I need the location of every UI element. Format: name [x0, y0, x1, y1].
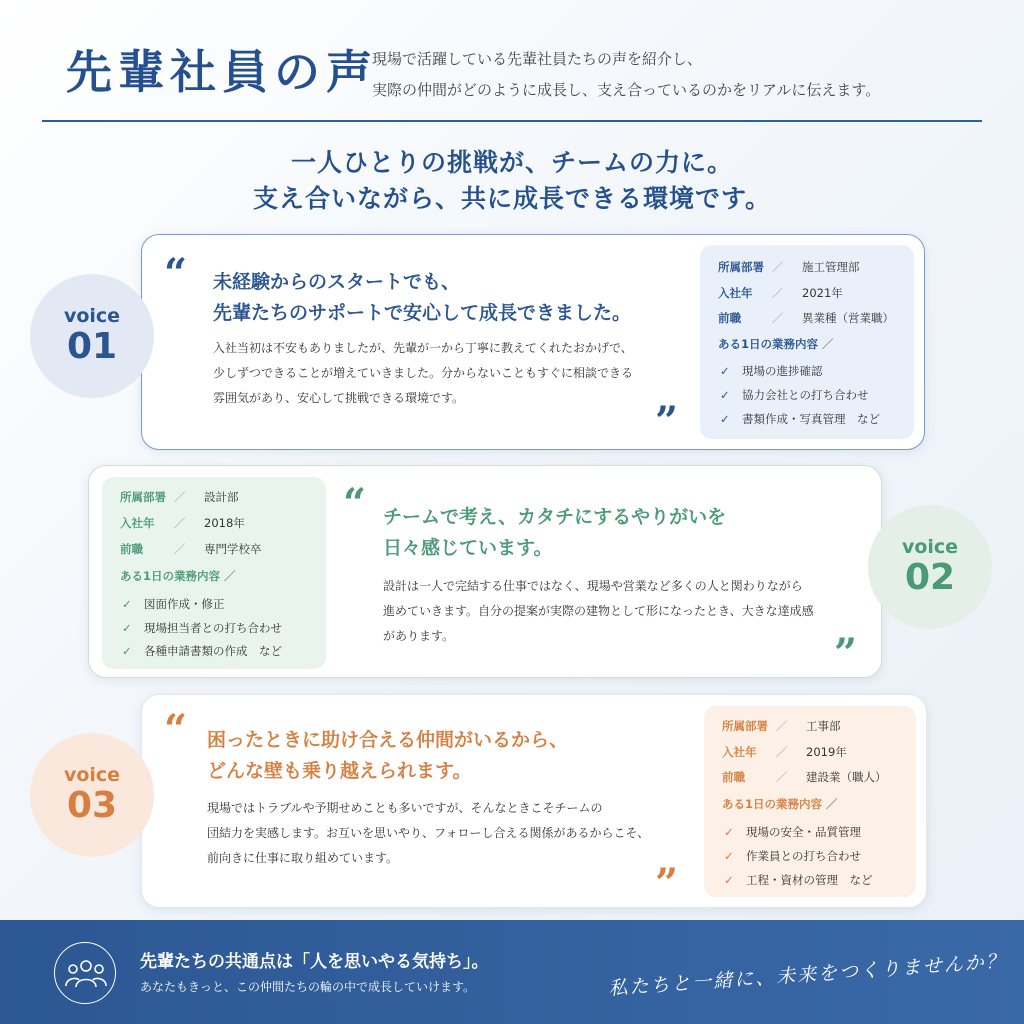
task-text: 各種申請書類の作成 など [144, 644, 282, 658]
task-text: 現場の進捗確認 [742, 364, 823, 378]
body-line-3: 雰囲気があり、安心して挑戦できる環境です。 [213, 391, 465, 405]
check-icon: ✓ [122, 644, 132, 658]
check-icon: ✓ [724, 825, 734, 839]
page-title: 先輩社員の声 [66, 45, 378, 99]
headline-line-2: どんな壁も乗り越えられます。 [207, 760, 472, 782]
intro-line-1: 現場で活躍している先輩社員たちの声を紹介し、 [372, 50, 703, 68]
voice-headline-03 [207, 725, 568, 787]
open-quote-icon: “ [343, 480, 367, 527]
slash: ／ [822, 337, 834, 351]
year-row [718, 284, 843, 302]
task-item [720, 386, 869, 404]
voice-label: voice [63, 305, 121, 327]
year-value: 2021年 [802, 286, 843, 300]
dept-value: 施工管理部 [802, 260, 860, 274]
header-divider [42, 120, 982, 122]
voice-headline-02 [383, 502, 726, 564]
open-quote-icon: “ [164, 250, 188, 297]
body-line-2: 団結力を実感します。お互いを思いやり、フォローし合える関係があるからこそ、 [207, 826, 650, 840]
body-line-3: 前向きに仕事に取り組めています。 [207, 851, 399, 865]
headline-line-1: 困ったときに助け合える仲間がいるから、 [207, 729, 569, 751]
voice-badge-02 [868, 505, 992, 629]
intro-line-2: 実際の仲間がどのように成長し、支え合っているのかをリアルに伝えます。 [372, 81, 881, 99]
check-icon: ✓ [122, 621, 132, 635]
voice-label: voice [901, 536, 959, 558]
year-label: 入社年 [120, 516, 155, 530]
body-line-1: 設計は一人で完結する仕事ではなく、現場や営業など多くの人と関わりながら [383, 579, 803, 593]
body-line-1: 入社当初は不安もありましたが、先輩が一から丁寧に教えてくれたおかげで、 [213, 341, 633, 355]
slash: ／ [772, 286, 784, 300]
prev-row [722, 768, 887, 786]
slash: ／ [776, 745, 788, 759]
body-line-2: 少しずつできることが増えていきました。分からないこともすぐに相談できる [213, 366, 634, 380]
check-icon: ✓ [720, 412, 730, 426]
task-text: 図面作成・修正 [144, 597, 225, 611]
task-item [720, 410, 880, 428]
headline-line-1: 未経験からのスタートでも、 [213, 271, 461, 293]
slash: ／ [776, 770, 788, 784]
slash: ／ [174, 516, 186, 530]
close-quote-icon: ” [655, 860, 679, 907]
voice-badge-01 [30, 274, 154, 398]
voice-number: 03 [66, 785, 118, 826]
year-value: 2018年 [204, 516, 245, 530]
check-icon: ✓ [724, 849, 734, 863]
year-row [722, 743, 847, 761]
prev-label: 前職 [120, 542, 143, 556]
task-text: 現場の安全・品質管理 [746, 825, 861, 839]
body-line-1: 現場ではトラブルや予期せめことも多いですが、そんなときこそチームの [207, 801, 603, 815]
task-text: 現場担当者との打ち合わせ [144, 621, 282, 635]
prev-value: 建設業（職人） [806, 770, 887, 784]
year-label: 入社年 [722, 745, 757, 759]
task-text: 作業員との打ち合わせ [746, 849, 861, 863]
headline-line-2: 日々感じています。 [383, 537, 553, 559]
voice-label: voice [63, 764, 121, 786]
daily-heading [718, 336, 834, 352]
voice-body-02 [383, 574, 814, 649]
footer-script-text: 私たちと一緒に、未来をつくりませんか？ [607, 950, 1008, 1000]
body-line-2: 進めていきます。自分の提案が実際の建物として形になったとき、大きな達成感 [383, 604, 814, 618]
year-value: 2019年 [806, 745, 847, 759]
task-item [724, 871, 873, 889]
prev-label: 前職 [722, 770, 745, 784]
slash: ／ [224, 569, 236, 583]
voice-headline-01 [213, 267, 631, 329]
dept-label: 所属部署 [722, 719, 768, 733]
dept-label: 所属部署 [120, 490, 166, 504]
dept-label: 所属部署 [718, 260, 764, 274]
dept-value: 設計部 [204, 490, 239, 504]
dept-row [722, 717, 841, 735]
close-quote-icon: ” [834, 630, 858, 677]
profile-box-03 [704, 706, 916, 897]
task-text: 協力会社との打ち合わせ [742, 388, 869, 402]
year-row [120, 514, 245, 532]
dept-value: 工事部 [806, 719, 841, 733]
voice-body-01 [213, 336, 633, 411]
task-item [724, 823, 861, 841]
open-quote-icon: “ [164, 706, 188, 753]
daily-heading [722, 796, 838, 812]
profile-box-02 [102, 477, 326, 669]
close-quote-icon: ” [655, 398, 679, 445]
task-item [122, 595, 225, 613]
check-icon: ✓ [122, 597, 132, 611]
slash: ／ [776, 719, 788, 733]
task-item [724, 847, 861, 865]
catchphrase [0, 145, 1024, 217]
catchphrase-line-1: 一人ひとりの挑戦が、チームの力に。 [290, 148, 733, 177]
task-text: 工程・資材の管理 など [746, 873, 873, 887]
task-item [720, 362, 823, 380]
catchphrase-line-2: 支え合いながら、共に成長できる環境です。 [252, 184, 771, 213]
prev-row [120, 540, 262, 558]
voice-body-03 [207, 796, 649, 871]
profile-box-01 [700, 245, 914, 439]
footer-submessage: あなたもきっと、この仲間たちの輪の中で成長していけます。 [140, 980, 476, 994]
year-label: 入社年 [718, 286, 753, 300]
slash: ／ [174, 490, 186, 504]
footer-message: 先輩たちの共通点は「人を思いやる気持ち」。 [140, 952, 489, 972]
slash: ／ [826, 797, 838, 811]
slash: ／ [772, 260, 784, 274]
footer-banner [0, 920, 1024, 1024]
body-line-3: があります。 [383, 629, 455, 643]
task-text: 書類作成・写真管理 など [742, 412, 880, 426]
voice-badge-03 [30, 733, 154, 857]
prev-row [718, 309, 894, 327]
prev-label: 前職 [718, 311, 741, 325]
daily-label: ある1日の業務内容 [722, 797, 823, 811]
dept-row [718, 258, 860, 276]
daily-heading [120, 568, 236, 584]
task-item [122, 642, 282, 660]
task-item [122, 619, 282, 637]
voice-number: 01 [66, 326, 118, 367]
dept-row [120, 488, 239, 506]
daily-label: ある1日の業務内容 [120, 569, 221, 583]
intro-text [372, 44, 880, 106]
headline-line-1: チームで考え、カタチにするやりがいを [383, 506, 727, 528]
check-icon: ✓ [720, 388, 730, 402]
prev-value: 異業種（営業職） [802, 311, 894, 325]
slash: ／ [174, 542, 186, 556]
check-icon: ✓ [724, 873, 734, 887]
slash: ／ [772, 311, 784, 325]
people-icon [54, 942, 116, 1004]
daily-label: ある1日の業務内容 [718, 337, 819, 351]
check-icon: ✓ [720, 364, 730, 378]
prev-value: 専門学校卒 [204, 542, 262, 556]
voice-number: 02 [904, 557, 956, 598]
headline-line-2: 先輩たちのサポートで安心して成長できました。 [213, 302, 632, 324]
